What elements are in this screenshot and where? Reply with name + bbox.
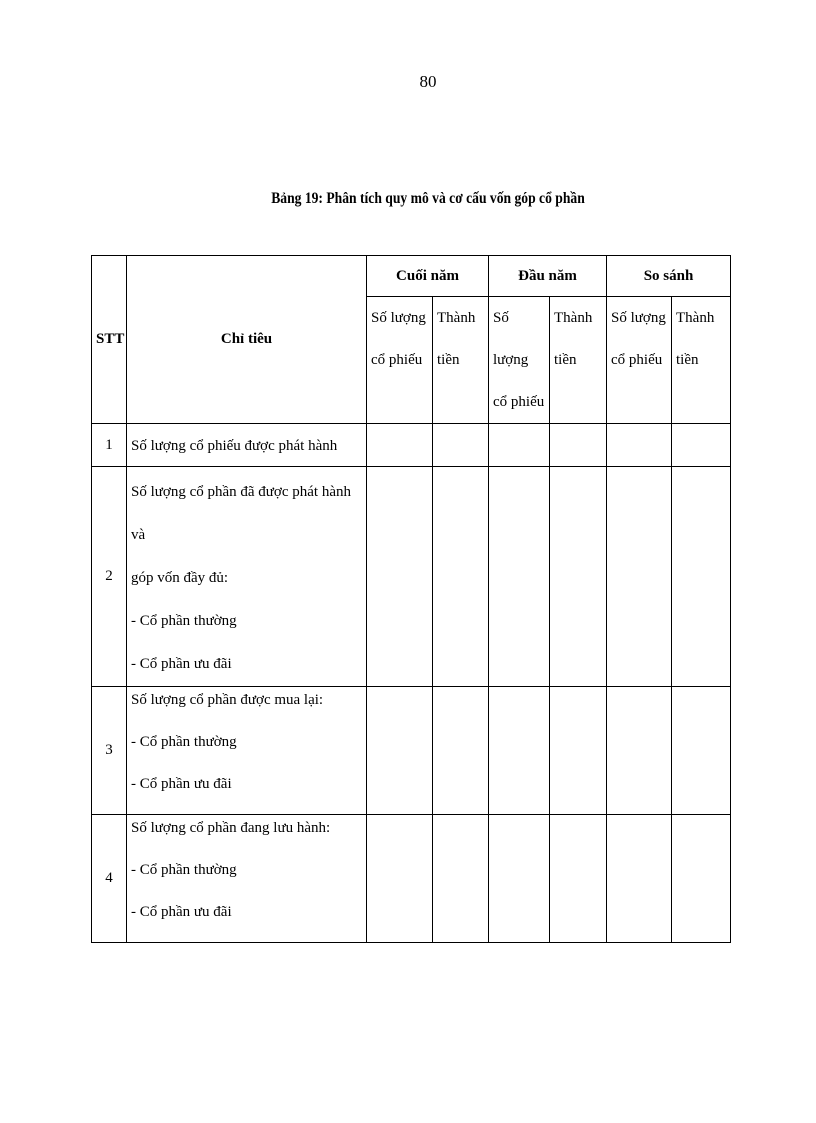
header-beginning-of-year: Đầu năm [489, 256, 607, 297]
label-line: Số lượng cổ phiếu được phát hành [131, 438, 338, 454]
row-label [127, 424, 367, 467]
label-line: - Cổ phần thường [131, 613, 237, 629]
sub-header-line: Số lượng [371, 310, 426, 326]
sub-header-line: Số lượng [611, 310, 666, 326]
header-compare-amount [672, 297, 731, 424]
value-cell [433, 815, 489, 943]
label-line: - Cổ phần thường [131, 734, 237, 750]
sub-header-line: tiền [554, 352, 577, 368]
row-number: 3 [92, 687, 127, 815]
value-cell [672, 687, 731, 815]
value-cell [489, 687, 550, 815]
sub-header-line: cổ phiếu [493, 394, 545, 410]
header-row-1 [92, 256, 731, 297]
table-row [92, 467, 731, 687]
table-row [92, 424, 731, 467]
header-stt: STT [92, 256, 127, 424]
value-cell [607, 687, 672, 815]
sub-header-line: Thành [437, 310, 476, 326]
value-cell [489, 467, 550, 687]
sub-header-line: cổ phiếu [371, 352, 423, 368]
value-cell [550, 467, 607, 687]
value-cell [607, 467, 672, 687]
sub-header-line: Thành [676, 310, 715, 326]
sub-header-line: cổ phiếu [611, 352, 663, 368]
value-cell [550, 424, 607, 467]
value-cell [550, 687, 607, 815]
value-cell [367, 687, 433, 815]
value-cell [433, 687, 489, 815]
row-label [127, 687, 367, 815]
sub-header-line: Thành [554, 310, 593, 326]
page-number: 80 [419, 72, 437, 91]
label-line: - Cổ phần ưu đãi [131, 776, 232, 792]
value-cell [433, 467, 489, 687]
header-begin-quantity [489, 297, 550, 424]
header-end-of-year: Cuối năm [367, 256, 489, 297]
label-line: - Cổ phần ưu đãi [131, 904, 232, 920]
value-cell [672, 467, 731, 687]
value-cell [550, 815, 607, 943]
value-cell [607, 424, 672, 467]
table-row [92, 815, 731, 943]
value-cell [367, 815, 433, 943]
sub-header-line: Số lượng [493, 310, 529, 368]
row-number: 4 [92, 815, 127, 943]
value-cell [672, 815, 731, 943]
label-line: Số lượng cổ phần đang lưu hành: [131, 820, 331, 836]
row-label [127, 467, 367, 687]
table-title: Bảng 19: Phân tích quy mô và cơ cấu vốn góp cổ phần [271, 190, 585, 207]
label-line: góp vốn đầy đủ: [131, 570, 229, 586]
sub-header-line: tiền [676, 352, 699, 368]
header-comparison: So sánh [607, 256, 731, 297]
row-number: 1 [92, 424, 127, 467]
header-indicator: Chỉ tiêu [127, 256, 367, 424]
label-line: Số lượng cổ phần được mua lại: [131, 692, 324, 708]
header-end-amount [433, 297, 489, 424]
label-line: - Cổ phần ưu đãi [131, 656, 232, 672]
value-cell [672, 424, 731, 467]
row-label [127, 815, 367, 943]
value-cell [489, 424, 550, 467]
value-cell [489, 815, 550, 943]
header-begin-amount [550, 297, 607, 424]
label-line: Số lượng cổ phần đã được phát hành và [131, 484, 351, 543]
row-number: 2 [92, 467, 127, 687]
capital-structure-table [91, 255, 731, 943]
header-end-quantity [367, 297, 433, 424]
value-cell [607, 815, 672, 943]
value-cell [433, 424, 489, 467]
label-line: - Cổ phần thường [131, 862, 237, 878]
table-row [92, 687, 731, 815]
header-compare-quantity [607, 297, 672, 424]
value-cell [367, 424, 433, 467]
sub-header-line: tiền [437, 352, 460, 368]
value-cell [367, 467, 433, 687]
